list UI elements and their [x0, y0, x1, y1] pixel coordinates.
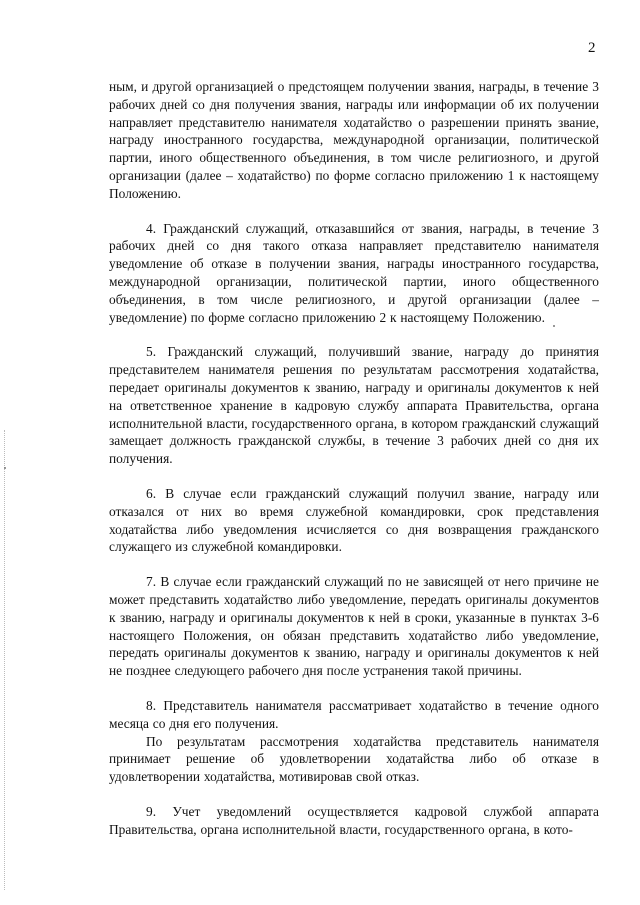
scan-speck — [553, 325, 555, 327]
paragraph-6: 6. В случае если гражданский служащий получил звание, награду или отказался от них во время служебной командировки, срок представления ходатайства либо уведомления исчисляется со дня возвращения гражданского служащего из служебной командировки. — [109, 485, 599, 555]
scan-speck — [4, 467, 6, 469]
paragraph-8: 8. Представитель нанимателя рассматривает ходатайство в течение одного месяца со дня его получения. — [109, 697, 599, 731]
paragraph-4: 4. Гражданский служащий, отказавшийся от звания, награды, в течение 3 рабочих дней со дня такого отказа направляет представителю нанимателя уведомление об отказе в получении звания, награды иностранного государства, международной организации, политической партии, иного общественного объединения, в том числе религиозного, и другой организации (далее – уведомление) по форме согласно приложению 2 к настоящему Положению. — [109, 220, 599, 325]
paragraph-8-continued: По результатам рассмотрения ходатайства представитель нанимателя принимает решение об удовлетворении ходатайства либо об отказе в удовлетворении ходатайства, мотивировав свой отказ. — [109, 733, 599, 785]
scan-binding-edge — [4, 430, 7, 890]
paragraph-7: 7. В случае если гражданский служащий по не зависящей от него причине не может представить ходатайство либо уведомление, передать оригиналы документов к званию, награду и оригиналы документов к ней в сроки, указанные в пунктах 3-6 настоящего Положения, он обязан представить ходатайство либо уведомление, передать оригиналы документов к званию, награду и оригиналы документов к ней не позднее следующего рабочего дня после устранения такой причины. — [109, 574, 599, 679]
page-number: 2 — [588, 40, 596, 56]
paragraph-5: 5. Гражданский служащий, получивший звание, награду до принятия представителем нанимателя решения по результатам рассмотрения ходатайства, передает оригиналы документов к званию, награду и оригиналы документов к ней на ответственное хранение в кадровую службу аппарата Правительства, органа исполнительной власти, государственного органа, в котором гражданский служащий замещает должность гражданской службы, в течение 3 рабочих дней со дня их получения. — [109, 344, 599, 467]
paragraph-continuation: ным, и другой организацией о предстоящем получении звания, награды, в течение 3 рабочих дней со дня получения звания, награды или информации об их получении направляет представителю нанимателя ходатайство о разрешении принять звание, награду иностранного государства, международной организации, политической партии, иного общественного объединения, в том числе религиозного, и другой организации (далее – ходатайство) по форме согласно приложению 1 к настоящему Положению. — [109, 79, 599, 201]
document-body — [109, 78, 599, 838]
paragraph-9: 9. Учет уведомлений осуществляется кадровой службой аппарата Правительства, органа исполнительной власти, государственного органа, в кото- — [109, 803, 599, 837]
